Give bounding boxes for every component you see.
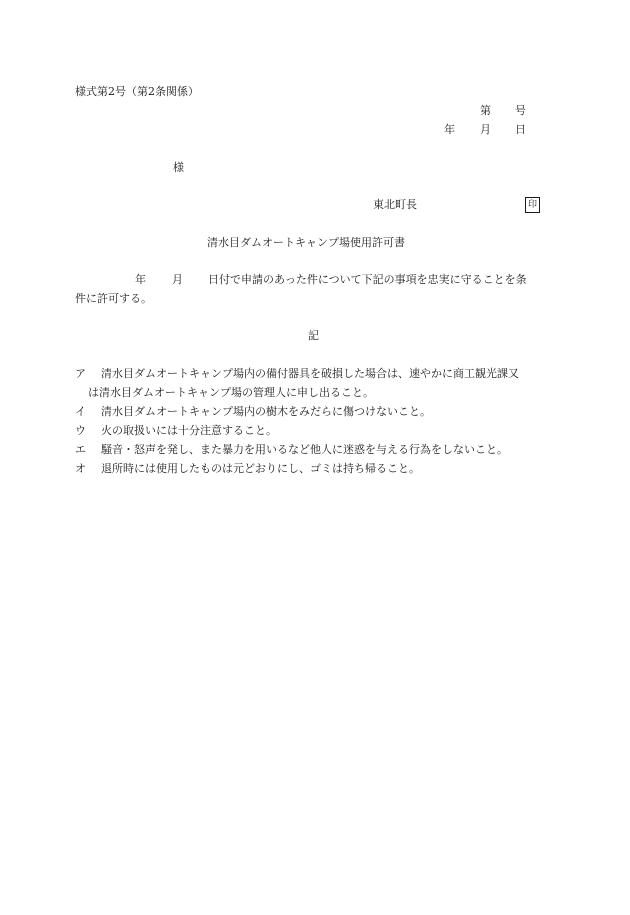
body-line-2: 件に許可する。: [75, 292, 152, 305]
body-year: 年: [135, 273, 146, 286]
item-e-text: 騒音・怒声を発し、また暴力を用いるなど他人に迷惑を与える行為をしないこと。: [101, 443, 508, 456]
form-label: 様式第2号（第2条関係）: [75, 85, 199, 98]
date-year: 年: [444, 123, 455, 136]
item-i-marker: イ: [75, 405, 86, 418]
number-go: 号: [515, 104, 526, 117]
date-month: 月: [480, 123, 491, 136]
date-day: 日: [515, 123, 526, 136]
item-e-marker: エ: [75, 443, 86, 456]
body-month: 月: [172, 273, 183, 286]
item-u-text: 火の取扱いには十分注意すること。: [101, 424, 277, 437]
ki-label: 記: [308, 329, 319, 342]
body-line-1: 日付で申請のあった件について下記の事項を忠実に守ることを条: [208, 273, 527, 286]
addressee-suffix: 様: [173, 161, 184, 174]
item-i-text: 清水目ダムオートキャンプ場内の樹木をみだらに傷つけないこと。: [101, 405, 431, 418]
item-a-marker: ア: [75, 367, 86, 380]
number-dai: 第: [480, 104, 491, 117]
document-title: 清水目ダムオートキャンプ場使用許可書: [207, 236, 405, 249]
issuer: 東北町長: [373, 198, 417, 211]
item-u-marker: ウ: [75, 424, 86, 437]
item-a-text: 清水目ダムオートキャンプ場内の備付器具を破損した場合は、速やかに商工観光課又: [101, 367, 519, 380]
item-a-continuation: は清水目ダムオートキャンプ場の管理人に申し出ること。: [88, 386, 374, 399]
item-o-text: 退所時には使用したものは元どおりにし、ゴミは持ち帰ること。: [101, 462, 420, 475]
item-o-marker: オ: [75, 462, 86, 475]
seal-stamp: 印: [525, 197, 540, 213]
